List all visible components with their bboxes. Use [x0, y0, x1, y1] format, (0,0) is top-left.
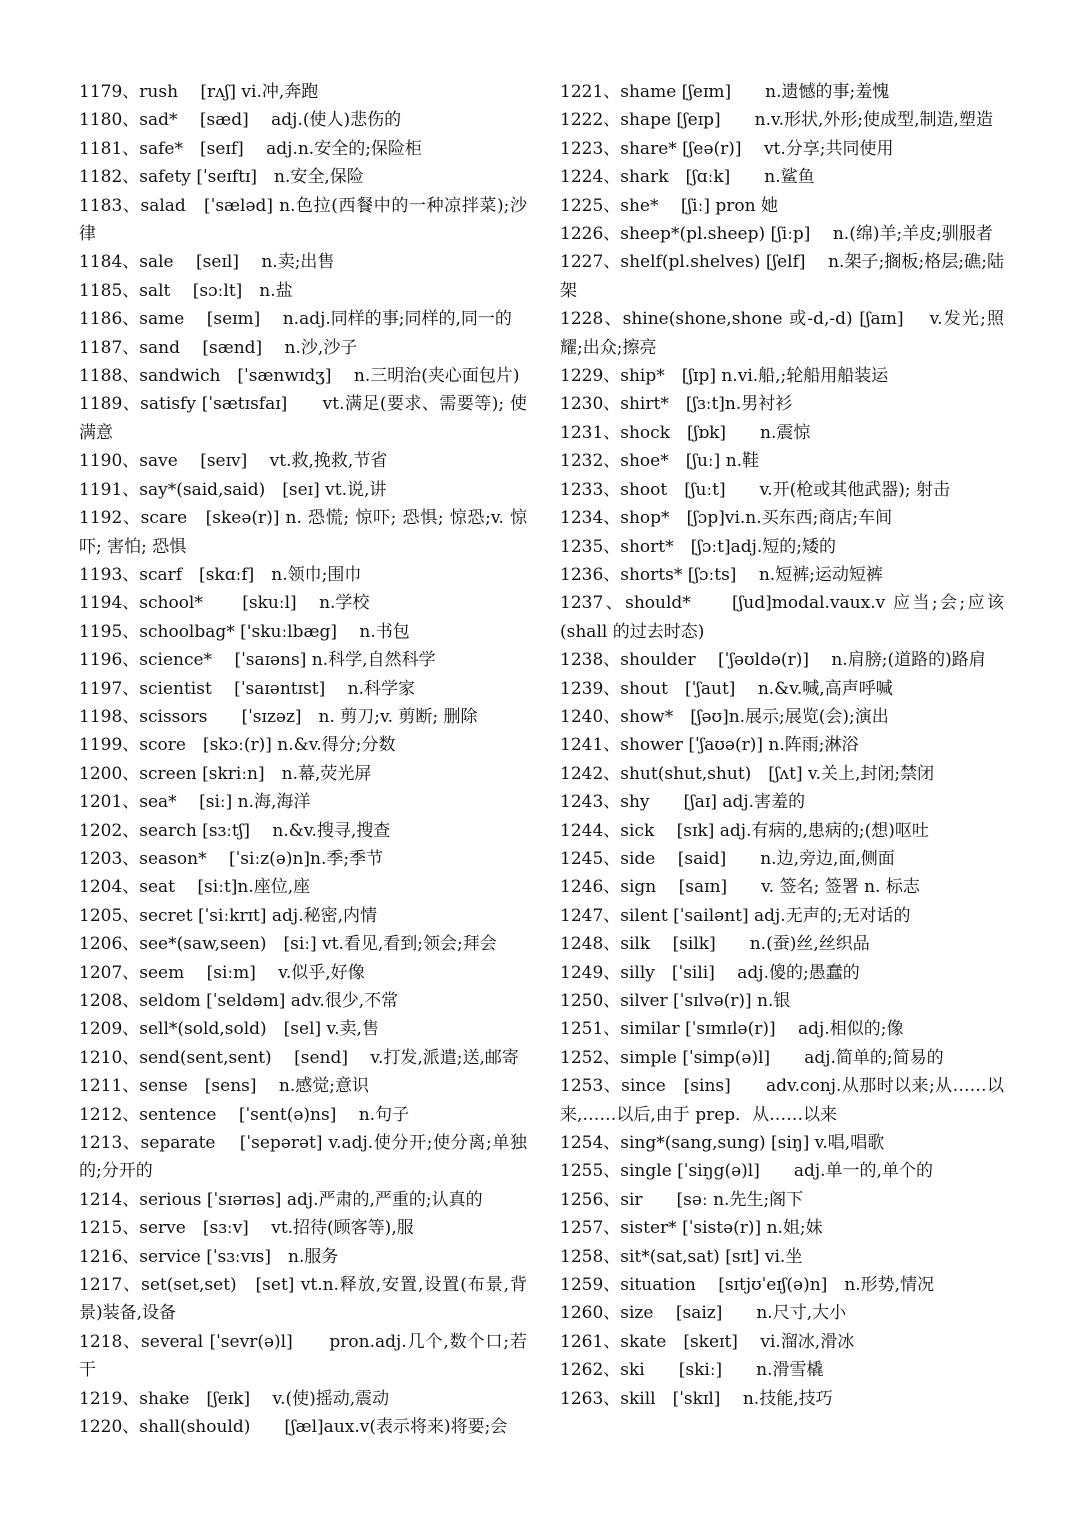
vocab-entry: 1251、similar [ˈsɪmɪlə(r)] adj.相似的;像	[560, 1019, 904, 1040]
vocab-entry: 1261、skate [skeɪt] vi.溜冰,滑冰	[560, 1331, 855, 1352]
vocab-entry: 1200、screen [skriːn] n.幕,荧光屏	[79, 763, 372, 784]
vocab-entry: 1183、salad [ˈsæləd] n.色拉(西餐中的一种凉拌菜);沙律	[79, 195, 527, 245]
vocab-entry: 1228、shine(shone,shone 或-d,-d) [ʃaɪn] v.发光;照耀;出众;擦亮	[560, 309, 1004, 358]
vocab-entry: 1199、score [skɔː(r)] n.&v.得分;分数	[79, 735, 396, 756]
vocab-entry: 1222、shape [ʃeɪp] n.v.形状,外形;使成型,制造,塑造	[560, 110, 993, 131]
vocab-entry: 1180、sad* [sæd] adj.(使人)悲伤的	[79, 110, 402, 131]
vocab-entry: 1241、shower [ˈʃaʊə(r)] n.阵雨;淋浴	[560, 735, 859, 756]
vocab-entry: 1256、sir [səː n.先生;阁下	[560, 1189, 804, 1210]
vocab-entry: 1243、shy [ʃaɪ] adj.害羞的	[560, 792, 806, 813]
vocab-entry: 1240、show* [ʃəʊ]n.展示;展览(会);演出	[560, 706, 889, 727]
vocab-entry: 1189、satisfy [ˈsætɪsfaɪ] vt.满足(要求、需要等); 使满意	[79, 394, 527, 443]
vocab-entry: 1242、shut(shut,shut) [ʃʌt] v.关上,封闭;禁闭	[560, 763, 935, 784]
vocab-entry: 1244、sick [sɪk] adj.有病的,患病的;(想)呕吐	[560, 820, 929, 841]
vocab-entry: 1205、secret [ˈsiːkrɪt] adj.秘密,内情	[79, 905, 378, 926]
vocab-entry: 1227、shelf(pl.shelves) [ʃelf] n.架子;搁板;格层;礁;陆架	[560, 252, 1004, 301]
vocab-entry: 1187、sand [sænd] n.沙,沙子	[79, 337, 358, 358]
vocab-entry: 1182、safety [ˈseɪftɪ] n.安全,保险	[79, 167, 364, 188]
vocab-entry: 1218、several [ˈsevr(ə)l] pron.adj.几个,数个口;若干	[79, 1331, 527, 1381]
vocab-entry: 1194、school* [skuːl] n.学校	[79, 593, 370, 614]
vocab-entry: 1191、say*(said,said) [seɪ] vt.说,讲	[79, 479, 387, 500]
vocab-entry: 1239、shout [ˈʃaut] n.&v.喊,高声呼喊	[560, 678, 893, 699]
vocab-entry: 1211、sense [sens] n.感觉;意识	[79, 1076, 369, 1097]
vocab-entry: 1220、shall(should) [ʃæl]aux.v(表示将来)将要;会	[79, 1417, 508, 1438]
vocab-entry: 1179、rush [rʌʃ] vi.冲,奔跑	[79, 82, 319, 102]
vocab-entry: 1260、size [saiz] n.尺寸,大小	[560, 1303, 847, 1324]
vocab-entry: 1204、seat [siːt]n.座位,座	[79, 877, 311, 898]
vocab-entry: 1247、silent [ˈsailənt] adj.无声的;无对话的	[560, 905, 911, 926]
vocab-entry: 1198、scissors [ˈsɪzəz] n. 剪刀;v. 剪断; 删除	[79, 706, 478, 727]
vocab-entry: 1255、single [ˈsiŋg(ə)l] adj.单一的,单个的	[560, 1161, 933, 1182]
vocab-entry: 1203、season* [ˈsiːz(ə)n]n.季;季节	[79, 848, 384, 869]
vocab-entry: 1216、service [ˈsɜːvɪs] n.服务	[79, 1246, 339, 1267]
vocab-entry: 1246、sign [saɪn] v. 签名; 签署 n. 标志	[560, 877, 920, 898]
vocab-entry: 1250、silver [ˈsɪlvə(r)] n.银	[560, 991, 791, 1011]
vocab-entry: 1225、she* [ʃiː] pron 她	[560, 195, 778, 216]
vocab-entry: 1192、scare [skeə(r)] n. 恐慌; 惊吓; 恐惧; 惊恐;v. 惊吓; 害怕; 恐惧	[79, 508, 527, 557]
vocab-entry: 1206、see*(saw,seen) [siː] vt.看见,看到;领会;拜会	[79, 934, 497, 955]
vocab-entry: 1234、shop* [ʃɔp]vi.n.买东西;商店;车间	[560, 508, 893, 529]
vocab-entry: 1213、separate [ˈsepərət] v.adj.使分开;使分离;单独的;分开的	[79, 1133, 527, 1182]
vocab-entry: 1257、sister* [ˈsistə(r)] n.姐;妹	[560, 1218, 823, 1239]
vocab-entry: 1253、since [sins] adv.conj.从那时以来;从……以来,……以后,由于 prep．从……以来	[560, 1076, 1004, 1125]
vocab-entry: 1235、short* [ʃɔːt]adj.短的;矮的	[560, 536, 837, 557]
vocab-entry: 1214、serious [ˈsɪərɪəs] adj.严肃的,严重的;认真的	[79, 1189, 483, 1210]
vocab-entry: 1202、search [sɜːtʃ] n.&v.搜寻,搜查	[79, 820, 391, 841]
vocab-entry: 1208、seldom [ˈseldəm] adv.很少,不常	[79, 991, 399, 1011]
vocab-entry: 1223、share* [ʃeə(r)] vt.分享;共同使用	[560, 138, 894, 159]
vocab-entry: 1195、schoolbag* ['skuːlbæg] n.书包	[79, 621, 410, 642]
vocab-entry: 1233、shoot [ʃuːt] v.开(枪或其他武器); 射击	[560, 479, 951, 500]
vocab-entry: 1232、shoe* [ʃuː] n.鞋	[560, 451, 760, 472]
vocab-entry: 1197、scientist [ˈsaɪəntɪst] n.科学家	[79, 678, 416, 699]
vocab-entry: 1184、sale [seɪl] n.卖;出售	[79, 252, 335, 273]
vocab-entry: 1258、sit*(sat,sat) [sɪt] vi.坐	[560, 1246, 803, 1267]
vocab-entry: 1219、shake [ʃeɪk] v.(使)摇动,震动	[79, 1388, 390, 1409]
vocab-entry: 1193、scarf [skɑːf] n.领巾;围巾	[79, 564, 362, 585]
vocab-entry: 1252、simple [ˈsimp(ə)l] adj.简单的;简易的	[560, 1047, 944, 1068]
vocab-entry: 1221、shame [ʃeɪm] n.遗憾的事;羞愧	[560, 82, 890, 102]
vocab-entry: 1259、situation [sɪtjʊˈeɪʃ(ə)n] n.形势,情况	[560, 1275, 935, 1296]
vocab-entry: 1237、should* [ʃud]modal.vaux.v 应当;会;应该(shall 的过去时态)	[560, 593, 1004, 642]
vocab-entry: 1215、serve [sɜːv] vt.招待(顾客等),服	[79, 1218, 414, 1239]
vocab-entry: 1224、shark [ʃɑːk] n.鲨鱼	[560, 167, 815, 188]
vocab-entry: 1186、same [seɪm] n.adj.同样的事;同样的,同一的	[79, 309, 512, 330]
vocab-entry: 1196、science* [ˈsaɪəns] n.科学,自然科学	[79, 650, 436, 671]
vocab-entry: 1190、save [seɪv] vt.救,挽救,节省	[79, 451, 388, 472]
vocab-entry: 1209、sell*(sold,sold) [sel] v.卖,售	[79, 1019, 379, 1040]
vocab-entry: 1181、safe* [seɪf] adj.n.安全的;保险柜	[79, 138, 422, 159]
vocab-entry: 1212、sentence [ˈsent(ə)ns] n.句子	[79, 1104, 410, 1125]
vocab-entry: 1185、salt [sɔːlt] n.盐	[79, 280, 293, 301]
vocab-entry: 1188、sandwich [ˈsænwɪdʒ] n.三明治(夹心面包片)	[79, 366, 520, 387]
left-column	[79, 78, 527, 1442]
vocab-entry: 1245、side [said] n.边,旁边,面,侧面	[560, 848, 895, 869]
right-column	[560, 78, 1004, 1413]
vocab-entry: 1238、shoulder [ˈʃəʊldə(r)] n.肩膀;(道路的)路肩	[560, 650, 986, 671]
vocab-entry: 1217、set(set,set) [set] vt.n.释放,安置,设置(布景,背景)装备,设备	[79, 1275, 527, 1324]
vocab-entry: 1226、sheep*(pl.sheep) [ʃiːp] n.(绵)羊;羊皮;驯服者	[560, 224, 993, 245]
vocab-entry: 1231、shock [ʃɒk] n.震惊	[560, 422, 811, 443]
vocab-entry: 1248、silk [silk] n.(蚕)丝,丝织品	[560, 934, 870, 955]
vocab-entry: 1210、send(sent,sent) [send] v.打发,派遣;送,邮寄	[79, 1047, 519, 1068]
vocab-entry: 1254、sing*(sang,sung) [siŋ] v.唱,唱歌	[560, 1133, 885, 1154]
vocab-entry: 1263、skill [ˈskɪl] n.技能,技巧	[560, 1388, 833, 1409]
vocab-entry: 1230、shirt* [ʃɜːt]n.男衬衫	[560, 394, 793, 415]
vocab-entry: 1201、sea* [siː] n.海,海洋	[79, 792, 311, 813]
vocab-entry: 1229、ship* [ʃɪp] n.vi.船,;轮船用船装运	[560, 366, 889, 387]
vocab-entry: 1207、seem [siːm] v.似乎,好像	[79, 962, 365, 983]
vocab-entry: 1249、silly [ˈsili] adj.傻的;愚蠢的	[560, 962, 860, 983]
vocab-entry: 1262、ski [skiː] n.滑雪橇	[560, 1360, 824, 1381]
vocab-entry: 1236、shorts* [ʃɔːts] n.短裤;运动短裤	[560, 564, 883, 585]
